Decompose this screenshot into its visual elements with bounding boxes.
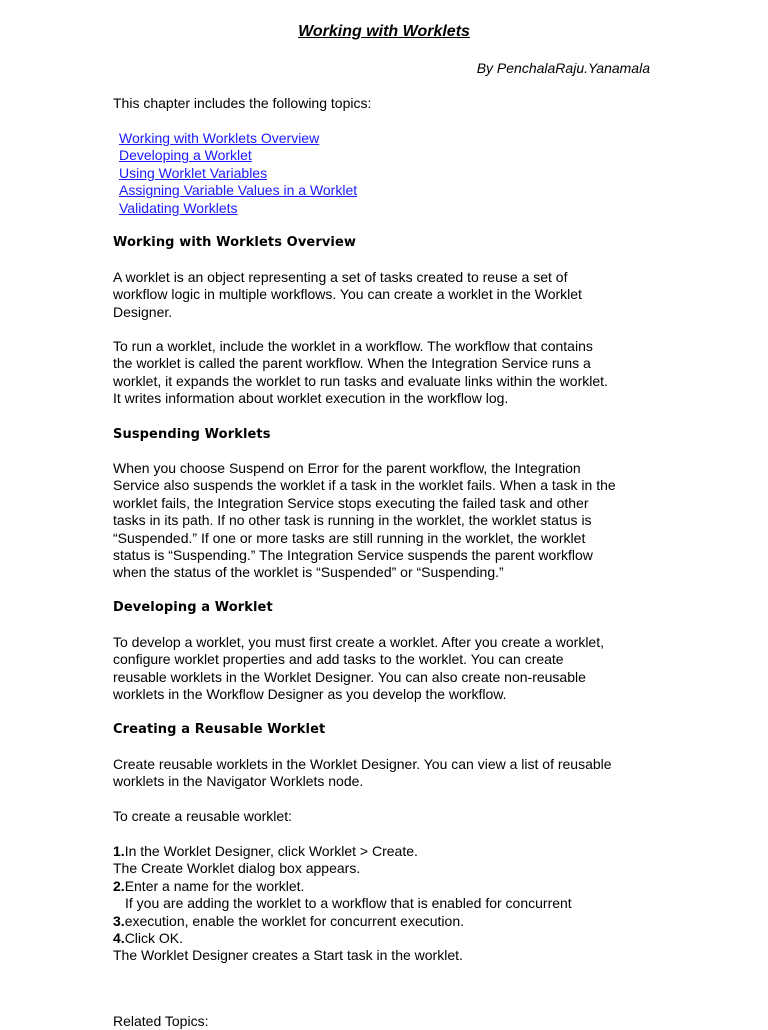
text-line: To develop a worklet, you must first create a worklet. After you create a worklet, [113, 634, 604, 650]
text-line: worklets in the Navigator Worklets node. [113, 773, 364, 790]
step-number: 4. [113, 930, 125, 947]
developing-paragraph [113, 634, 658, 704]
text-line: “Suspended.” If one or more tasks are still running in the worklet, the worklet [113, 529, 586, 546]
text-line: worklets in the Workflow Designer as you develop the workflow. [113, 686, 507, 703]
text-line: It writes information about worklet execution in the workflow log. [113, 390, 509, 407]
related-topics-label: Related Topics: [113, 1013, 209, 1029]
toc-link-developing[interactable]: Developing a Worklet [119, 147, 252, 164]
text-line: worklet fails, the Integration Service stops executing the failed task and other [113, 494, 589, 511]
section-heading-developing: Developing a Worklet [113, 600, 273, 615]
step-1-note: The Create Worklet dialog box appears. [113, 860, 361, 877]
step-number: 1. [113, 843, 125, 859]
text-line: reusable worklets in the Worklet Designer. You can also create non-reusable [113, 668, 586, 685]
step-3-pre: If you are adding the worklet to a workflow that is enabled for concurrent [125, 895, 572, 912]
step-text: Enter a name for the worklet. [124, 877, 305, 894]
text-line: tasks in its path. If no other task is running in the worklet, the worklet status is [113, 512, 592, 529]
step-number: 3. [113, 912, 125, 929]
step-text: execution, enable the worklet for concurrent execution. [124, 912, 464, 929]
text-line: Create reusable worklets in the Worklet Designer. You can view a list of reusable [113, 756, 612, 772]
toc-link-overview[interactable]: Working with Worklets Overview [119, 130, 320, 146]
step-1 [113, 843, 658, 860]
toc-link-assigning[interactable]: Assigning Variable Values in a Worklet [119, 182, 358, 199]
step-4 [113, 930, 658, 947]
text-line: configure worklet properties and add tasks to the worklet. You can create [113, 651, 564, 668]
text-line: When you choose Suspend on Error for the parent workflow, the Integration [113, 460, 581, 476]
steps-list [113, 843, 658, 965]
document-title: Working with Worklets [298, 23, 470, 40]
text-line: A worklet is an object representing a set of tasks created to reuse a set of [113, 269, 568, 285]
text-line: the worklet is called the parent workflow. When the Integration Service runs a [113, 355, 591, 372]
text-line: when the status of the worklet is “Suspended” or “Suspending.” [113, 564, 504, 581]
step-4-note: The Worklet Designer creates a Start task in the worklet. [113, 947, 463, 964]
step-text: Click OK. [124, 930, 184, 947]
text-line: workflow logic in multiple workflows. You can create a worklet in the Worklet [113, 286, 582, 303]
text-line: worklet, it expands the worklet to run tasks and evaluate links within the worklet. [113, 372, 608, 389]
overview-paragraph-2 [113, 338, 658, 408]
toc-link-variables[interactable]: Using Worklet Variables [119, 164, 268, 181]
step-number: 2. [113, 877, 125, 894]
step-text: In the Worklet Designer, click Worklet > Create. [124, 843, 418, 859]
step-3 [113, 913, 658, 930]
section-heading-overview: Working with Worklets Overview [113, 235, 356, 250]
creating-paragraph [113, 756, 658, 791]
suspending-paragraph [113, 460, 658, 582]
intro-text: This chapter includes the following topics: [113, 95, 372, 111]
text-line: To run a worklet, include the worklet in a workflow. The workflow that contains [113, 338, 593, 354]
document-author: By PenchalaRaju.Yanamala [476, 60, 650, 76]
section-heading-creating: Creating a Reusable Worklet [113, 722, 326, 737]
section-heading-suspending: Suspending Worklets [113, 427, 271, 442]
text-line: Service also suspends the worklet if a task in the worklet fails. When a task in the [113, 477, 616, 494]
overview-paragraph-1 [113, 269, 658, 321]
table-of-contents [119, 130, 357, 217]
toc-link-validating[interactable]: Validating Worklets [119, 199, 238, 216]
to-create-text: To create a reusable worklet: [113, 808, 292, 824]
step-2 [113, 878, 658, 895]
text-line: Designer. [113, 303, 173, 320]
text-line: status is “Suspending.” The Integration Service suspends the parent workflow [113, 547, 593, 564]
